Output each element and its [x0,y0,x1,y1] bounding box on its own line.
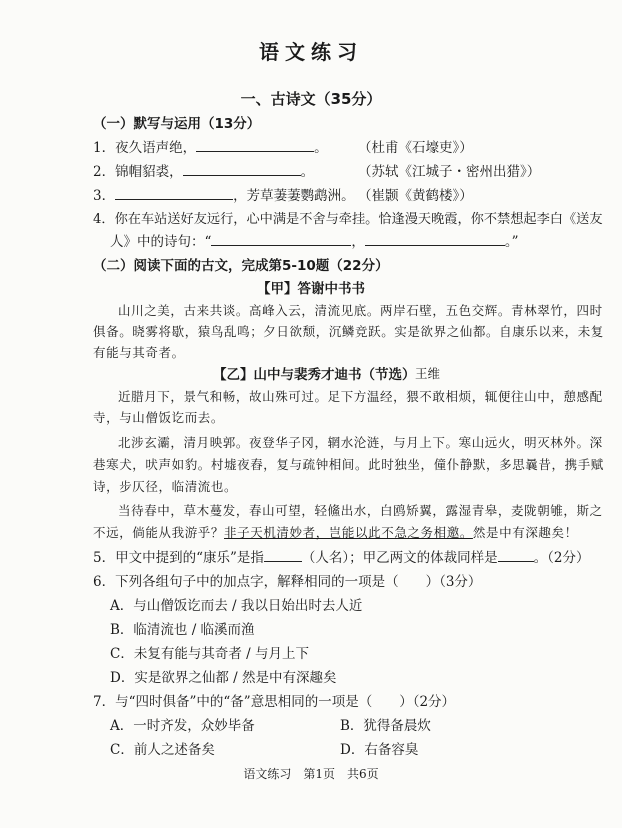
question-2 [93,160,314,180]
passage-jia-line: 有能与其奇者。 [93,345,185,360]
question-4-line2 [110,230,519,250]
q2-source: （苏轼《江城子・密州出猎》） [358,164,541,180]
passage-yi-author: 王维 [415,366,441,381]
q6-option-d: D．实是欲界之仙都 / 然是中有深趣矣 [110,670,337,686]
q7-option-d: D．右备容臭 [340,742,419,758]
q1-blank[interactable] [196,137,314,152]
passage-yi-line: 诗，步仄径，临清流也。 [93,479,238,494]
q7-option-c: C．前人之述备矣 [110,742,215,758]
q3-text: 3． [93,188,116,204]
q3-end: ，芳草萋萋鹦鹉洲。 [233,188,355,204]
page-footer: 语文练习 第1页 共6页 [243,767,379,781]
q7-option-b: B．犹得备晨炊 [340,718,431,734]
q6-option-b: B．临清流也 / 临溪而渔 [110,622,255,638]
question-6-stem: 6．下列各组句子中的加点字，解释相同的一项是（ ）（3分） [93,574,482,590]
q7-option-a: A．一时齐发，众妙毕备 [110,718,255,734]
passage-yi-line: 当待春中，草木蔓发，春山可望，轻鯈出水，白鸥矫翼，露湿青皋，麦陇朝雊，斯之 [118,503,603,518]
yi-text-end: 然是中有深趣矣！ [472,525,578,540]
q5-blank-1[interactable] [264,547,302,562]
q2-blank[interactable] [183,161,301,176]
q1-source: （杜甫《石壕吏》） [358,140,473,156]
q4-blank-2[interactable] [365,231,505,246]
part1-heading: （一）默写与运用（13分） [93,116,261,132]
q1-end: 。 [314,140,328,156]
passage-yi-line: 寺，与山僧饭讫而去。 [93,410,225,425]
q3-source: （崔颢《黄鹤楼》） [358,188,473,204]
passage-jia-line: 山川之美，古来共谈。高峰入云，清流见底。两岸石壁，五色交辉。青林翠竹，四时 [118,303,603,318]
q2-end: 。 [300,164,315,180]
q5-text-b: （人名）；甲乙两文的体裁同样是 [301,550,498,566]
question-4-line1: 4．你在车站送好友远行，心中满是不舍与牵挂。恰逢漫天晚霞，你不禁想起李白《送友 [93,212,603,227]
q4-comma: ， [351,234,365,250]
q6-option-c: C．未复有能与其奇者 / 与月上下 [110,646,309,662]
part2-heading: （二）阅读下面的古文，完成第5-10题（22分） [93,258,389,274]
passage-jia-title: 【甲】答谢中书书 [257,281,365,297]
question-7-stem: 7．与“四时俱备”中的“备”意思相同的一项是（ ）（2分） [93,694,456,710]
q4-blank-1[interactable] [211,231,351,246]
q5-text-a: 5．甲文中提到的“康乐”是指 [93,550,264,566]
q5-text-c: 。（2分） [533,550,590,566]
passage-jia-line: 俱备。晓雾将歇，猿鸟乱鸣；夕日欲颓，沉鳞竞跃。实是欲界之仙都。自康乐以来，未复 [93,324,604,339]
q2-text: 2．锦帽貂裘， [93,164,183,180]
passage-yi-line [93,523,578,541]
q5-blank-2[interactable] [498,547,534,562]
passage-yi-title: 【乙】山中与裴秀才迪书（节选） [213,367,416,383]
q3-blank[interactable] [115,185,233,200]
q6-option-a: A．与山僧饭讫而去 / 我以日始出时去人近 [110,598,363,614]
question-5 [93,546,590,566]
question-3 [93,184,355,204]
yi-text: 不远，倘能从我游乎？ [93,525,225,540]
page-title: 语文练习 [259,40,363,64]
section-heading: 一、古诗文（35分） [240,90,382,108]
q4-text: 人》中的诗句：“ [110,234,212,250]
q4-end: 。” [504,234,519,250]
passage-yi-line: 近腊月下，景气和畅，故山殊可过。足下方温经，猥不敢相烦，辄便往山中，憩感配 [118,389,603,404]
question-1 [93,136,328,156]
passage-yi-line: 巷寒犬，吠声如豹。村墟夜舂，复与疏钟相间。此时独坐，僮仆静默，多思曩昔，携手赋 [93,457,604,472]
passage-yi-line: 北涉玄灞，清月映郭。夜登华子冈，辋水沦涟，与月上下。寒山远火，明灭林外。深 [118,435,603,450]
underlined-sentence: 非子天机清妙者，岂能以此不急之务相邀。 [224,525,473,540]
q1-text: 1．夜久语声绝， [93,140,197,156]
